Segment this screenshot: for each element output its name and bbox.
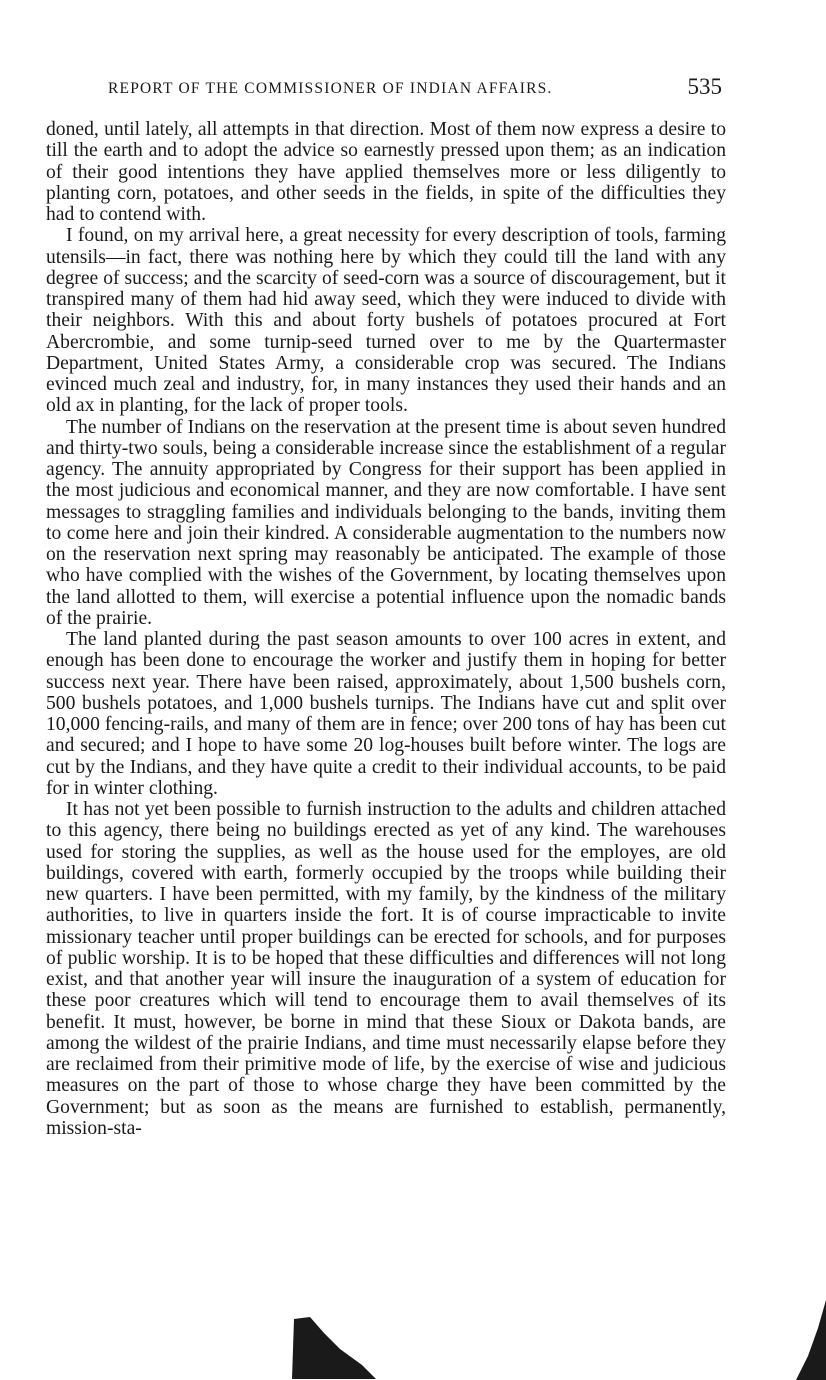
running-header <box>98 74 728 104</box>
scan-edge-mark-icon <box>786 1300 826 1380</box>
scan-ink-mark-icon <box>280 1315 390 1380</box>
paragraph-4: The land planted during the past season amounts to over 100 acres in extent, and enough has been done to encourage the worker and justify them in hoping for better success next year. There have been raised, approximately, about 1,500 bushels corn, 500 bushels potatoes, and 1,000 bushels turnips. The Indians have cut and split over 10,000 fencing-rails, and many of them are in fence; over 200 tons of hay has been cut and secured; and I hope to have some 20 log-houses built before winter. The logs are cut by the Indians, and they have quite a credit to their individual accounts, to be paid for in winter clothing. <box>46 629 726 799</box>
paragraph-1: doned, until lately, all attempts in that direction. Most of them now express a desire to till the earth and to adopt the advice so earnestly pressed upon them; as an indication of their good intentions they have applied themselves more or less diligently to planting corn, potatoes, and other seeds in the fields, in spite of the difficulties they had to contend with. <box>46 119 726 225</box>
paragraph-3: The number of Indians on the reservation at the present time is about seven hundred and thirty-two souls, being a considerable increase since the establishment of a regular agency. The annuity appropriated by Congress for their support has been applied in the most judicious and economical manner, and they are now comfortable. I have sent messages to straggling families and individuals belonging to the bands, inviting them to come here and join their kindred. A considerable augmentation to the numbers now on the reservation next spring may reasonably be anticipated. The example of those who have complied with the wishes of the Government, by locating themselves upon the land allotted to them, will exercise a potential influence upon the nomadic bands of the prairie. <box>46 416 726 629</box>
paragraph-2: I found, on my arrival here, a great necessity for every description of tools, farming utensils—in fact, there was nothing here by which they could till the land with any degree of success; and the scarcity of seed-corn was a source of discouragement, but it transpired many of them had hid away seed, which they were induced to divide with their neighbors. With this and about forty bushels of potatoes procured at Fort Abercrombie, and some turnip-seed turned over to me by the Quartermaster Department, United States Army, a considerable crop was secured. The Indians evinced much zeal and industry, for, in many instances they used their hands and an old ax in planting, for the lack of proper tools. <box>46 225 726 417</box>
body-text <box>46 119 726 1139</box>
running-title: REPORT OF THE COMMISSIONER OF INDIAN AFFAIRS. <box>108 80 553 97</box>
page-number: 535 <box>687 74 722 99</box>
paragraph-5: It has not yet been possible to furnish instruction to the adults and children attached to this agency, there being no buildings erected as yet of any kind. The warehouses used for storing the supplies, as well as the house used for the employes, are old buildings, covered with earth, formerly occupied by the troops while building their new quarters. I have been permitted, with my family, by the kindness of the military authorities, to live in quarters inside the fort. It is of course impracticable to invite missionary teacher until proper buildings can be erected for schools, and for purposes of public worship. It is to be hoped that these difficulties and differences will not long exist, and that another year will insure the inauguration of a system of education for these poor creatures which will tend to encourage them to avail themselves of its benefit. It must, however, be borne in mind that these Sioux or Dakota bands, are among the wildest of the prairie Indians, and time must necessarily elapse before they are reclaimed from their primitive mode of life, by the exercise of wise and judicious measures on the part of those to whose charge they have been committed by the Government; but as soon as the means are furnished to establish, permanently, mission-sta- <box>46 799 726 1139</box>
